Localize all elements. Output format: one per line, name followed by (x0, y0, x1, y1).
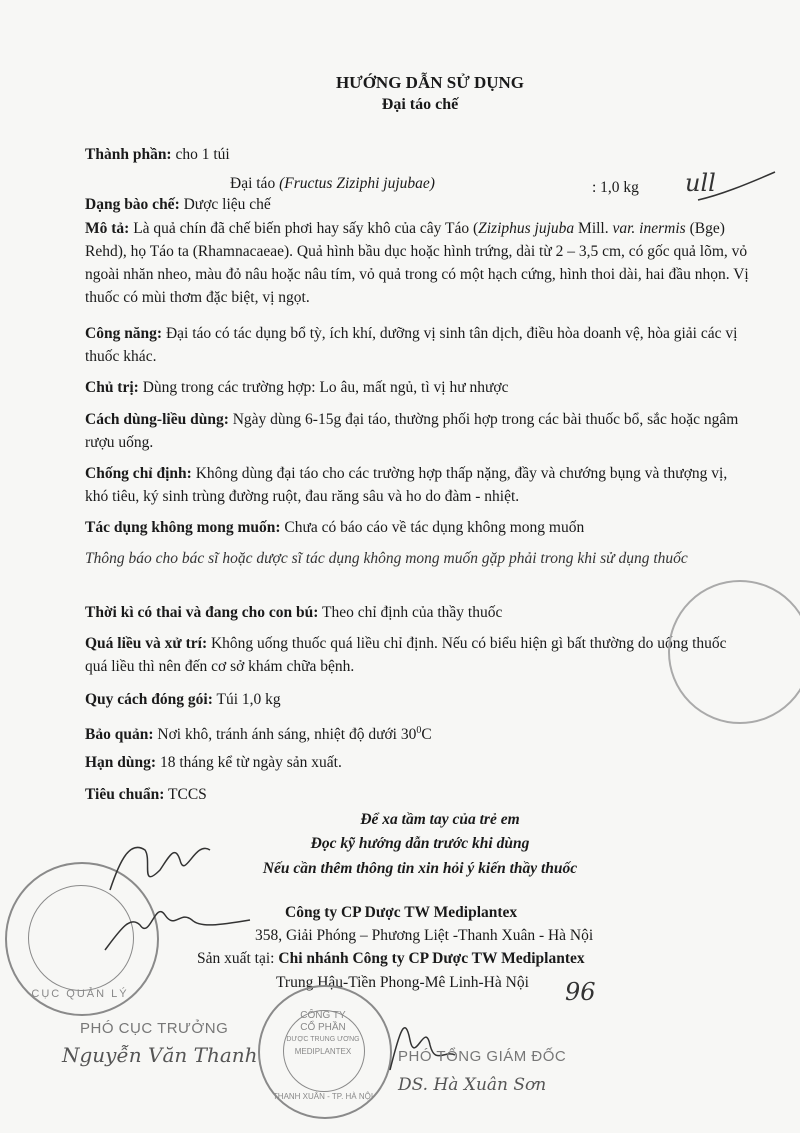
warning-1: Để xa tầm tay của trẻ em (360, 811, 520, 828)
ingredient-name: Đại táo (230, 175, 276, 192)
production-label: Sản xuất tại: (197, 950, 275, 967)
right-signatory-title: PHÓ TỔNG GIÁM ĐỐC (398, 1048, 567, 1065)
right-signatory-name: DS. Hà Xuân Sơn (398, 1075, 547, 1095)
indications-label: Chủ trị: (85, 379, 139, 396)
edge-stamp (668, 580, 800, 724)
storage-unit: C (421, 726, 432, 744)
left-signatory-name: Nguyễn Văn Thanh (62, 1043, 258, 1067)
pregnancy-section (85, 601, 750, 624)
packaging-label: Quy cách đóng gói: (85, 691, 213, 708)
overdose-label: Quá liều và xử trí: (85, 635, 208, 652)
ingredient-amount: : 1,0 kg (592, 179, 639, 196)
standard-value: TCCS (168, 786, 207, 803)
company-address: 358, Giải Phóng – Phương Liệt -Thanh Xuân - Hà Nội (255, 927, 594, 944)
handwritten-initials: ull (685, 169, 716, 197)
description-label: Mô tả: (85, 220, 130, 237)
composition-value: cho 1 túi (175, 146, 230, 163)
form-section (85, 193, 750, 216)
dosage-label: Cách dùng-liều dùng: (85, 411, 229, 428)
packaging-value: Túi 1,0 kg (216, 691, 281, 708)
pregnancy-label: Thời kì có thai và đang cho con bú: (85, 604, 319, 621)
packaging-section (85, 688, 750, 711)
pregnancy-value: Theo chỉ định của thầy thuốc (322, 604, 503, 621)
form-value: Dược liệu chế (183, 196, 271, 213)
side-effects-section (85, 516, 750, 539)
composition-label: Thành phần: (85, 146, 172, 163)
description-text-3: (Bge) Rehd), họ Táo ta (Rhamnacaeae). Quả hình bầu dục hoặc hình trứng, dài từ 2 – 3,5 cm, có gốc quả lõm, vỏ ngoài nhăn nheo, màu đỏ nâu hoặc nâu tím, vỏ quả trong có một hạch cứng, hình thoi dài, hai đầu nhọn. Vị thuốc có mùi thơm đặc biệt, vị ngọt. (85, 220, 749, 306)
stamp-line-2: CỔ PHẦN (300, 1022, 346, 1033)
left-signature-strokes (100, 820, 260, 970)
ingredient-line (230, 172, 530, 195)
shelf-life-label: Hạn dùng: (85, 754, 157, 771)
ministry-stamp-text: CỤC QUẢN LÝ (31, 988, 129, 1000)
stamp-line-1: CÔNG TY (300, 1010, 346, 1021)
company-stamp-ring-text: THANH XUÂN - TP. HÀ NỘI (272, 1092, 374, 1101)
company-stamp-center (280, 1010, 366, 1058)
side-effects-note: Thông báo cho bác sĩ hoặc dược sĩ tác dụng không mong muốn gặp phải trong khi sử dụng thuốc (85, 550, 688, 567)
storage-section (85, 719, 750, 746)
form-label: Dạng bào chế: (85, 196, 180, 213)
storage-degree: 0 (416, 725, 422, 736)
handwritten-code: 96 (565, 978, 596, 1006)
standard-label: Tiêu chuẩn: (85, 786, 165, 803)
standard-section (85, 783, 750, 806)
side-effects-value: Chưa có báo cáo về tác dụng không mong muốn (284, 519, 585, 536)
branch-name: Chi nhánh Công ty CP Dược TW Mediplantex (278, 950, 585, 967)
storage-value: Nơi khô, tránh ánh sáng, nhiệt độ dưới 30 (157, 726, 417, 744)
description-section (85, 217, 750, 309)
composition-section (85, 143, 750, 166)
document-title: HƯỚNG DẪN SỬ DỤNG (335, 73, 525, 92)
contraindications-section (85, 462, 750, 508)
effects-value: Đại táo có tác dụng bổ tỳ, ích khí, dưỡng vị sinh tân dịch, điều hòa doanh vệ, hòa giải các vị thuốc khác. (85, 325, 738, 365)
side-effects-label: Tác dụng không mong muốn: (85, 519, 281, 536)
company-name: Công ty CP Dược TW Mediplantex (285, 904, 518, 921)
warning-2: Đọc kỹ hướng dẫn trước khi dùng (310, 835, 530, 852)
storage-label: Bảo quản: (85, 726, 154, 744)
dosage-value: Ngày dùng 6-15g đại táo, thường phối hợp trong các bài thuốc bổ, sắc hoặc ngâm rượu uống. (85, 411, 739, 451)
stamp-line-3: DƯỢC TRUNG ƯƠNG (286, 1036, 360, 1043)
indications-section (85, 376, 750, 399)
contraindications-value: Không dùng đại táo cho các trường hợp thấp nặng, đầy và chướng bụng và thượng vị, khó tiêu, ký sinh trùng đường ruột, đau răng sâu và ho do đàm - nhiệt. (85, 465, 728, 505)
shelf-life-value: 18 tháng kể từ ngày sản xuất. (159, 754, 342, 771)
document-subtitle: Đại táo chế (381, 96, 459, 113)
effects-label: Công năng: (85, 325, 163, 342)
dosage-section (85, 408, 750, 454)
description-text-2: Mill. (574, 220, 613, 237)
shelf-life-section (85, 751, 750, 774)
left-signatory-title: PHÓ CỤC TRƯỞNG (80, 1020, 229, 1037)
contraindications-label: Chống chỉ định: (85, 465, 192, 482)
description-latin-2: var. inermis (612, 220, 686, 237)
overdose-value: Không uống thuốc quá liều chỉ định. Nếu có biểu hiện gì bất thường do uống thuốc quá liều thì nên đến cơ sở khám chữa bệnh. (85, 635, 727, 675)
overdose-section (85, 632, 750, 678)
indications-value: Dùng trong các trường hợp: Lo âu, mất ngủ, tì vị hư nhược (142, 379, 509, 396)
branch-address: Trung Hậu-Tiền Phong-Mê Linh-Hà Nội (276, 974, 529, 991)
description-text-1: Là quả chín đã chế biến phơi hay sấy khô của cây Táo ( (133, 220, 479, 237)
warning-3: Nếu cần thêm thông tin xin hỏi ý kiến thầy thuốc (262, 860, 578, 877)
right-signature-strokes (380, 1010, 460, 1080)
ingredient-latin: (Fructus Ziziphi jujubae) (279, 175, 435, 192)
description-latin-1: Ziziphus jujuba (478, 220, 575, 237)
stamp-line-4: MEDIPLANTEX (294, 1047, 352, 1056)
effects-section (85, 322, 750, 368)
